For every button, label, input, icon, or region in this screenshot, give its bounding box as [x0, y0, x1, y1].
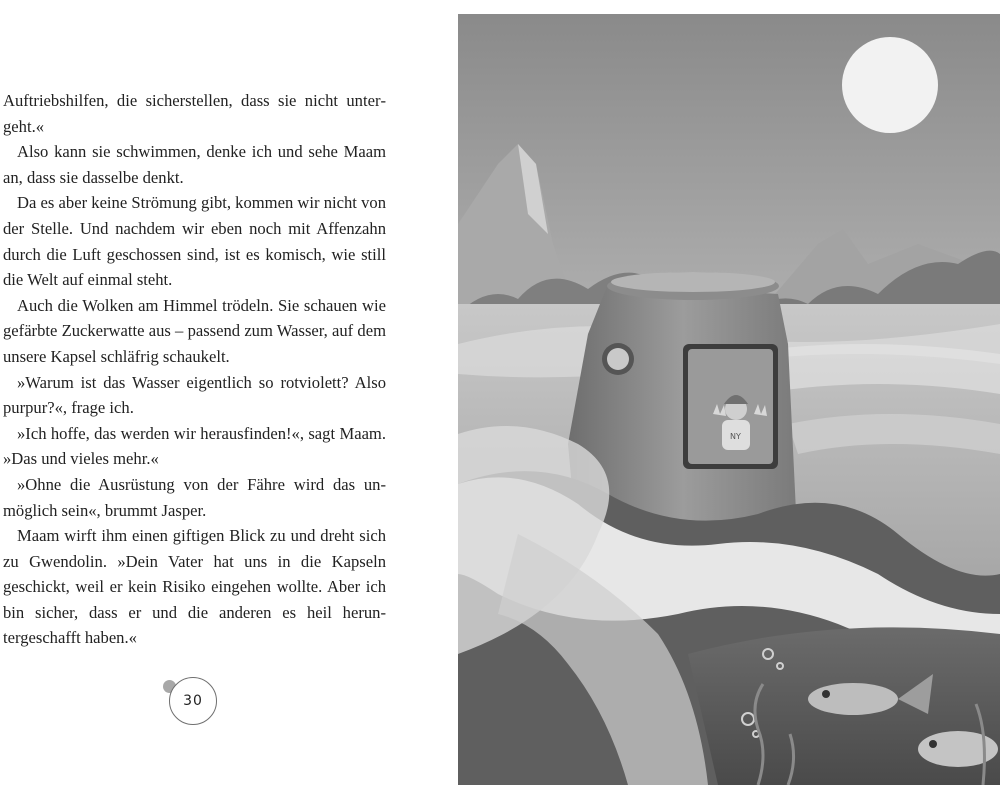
shirt-text: NY [730, 432, 741, 441]
paragraph: Auftriebshilfen, die sicherstellen, dass sie nicht untergeht.« [3, 91, 386, 136]
paragraph: Auch die Wolken am Himmel trödeln. Sie schauen wie gefärbte Zuckerwatte aus – passend zum Wasser, auf dem unsere Kapsel schläfrig schaukelt. [3, 295, 386, 366]
paragraph: Also kann sie schwimmen, denke ich und sehe Maam an, dass sie dasselbe denkt. [3, 142, 386, 187]
paragraph: Maam wirft ihm einen giftigen Blick zu und dreht sich zu Gwendolin. »Dein Vater hat uns in die Kapseln geschickt, weil er kein Risiko eingehen wollte. Aber ich bin sicher, dass er und die anderen es heil heruntergeschafft haben.« [3, 526, 386, 648]
paragraph: »Ich hoffe, das werden wir herausfinden!«, sagt Maam. »Das und vieles mehr.« [3, 423, 386, 469]
sun [842, 37, 938, 133]
paragraph: Da es aber keine Strömung gibt, kommen wir nicht von der Stelle. Und nachdem wir eben noch mit Affenzahn durch die Luft geschossen sind, ist es komisch, wie still die Welt auf einmal steht. [3, 193, 386, 290]
paragraph: »Ohne die Ausrüstung von der Fähre wird das unmöglich sein«, brummt Jasper. [3, 474, 386, 520]
paragraph: »Warum ist das Wasser eigentlich so rotviolett? Also purpur?«, frage ich. [3, 372, 386, 418]
book-text-page [3, 88, 386, 651]
capsule-on-water-illustration [458, 14, 1000, 785]
page-number: 30 [169, 677, 217, 725]
